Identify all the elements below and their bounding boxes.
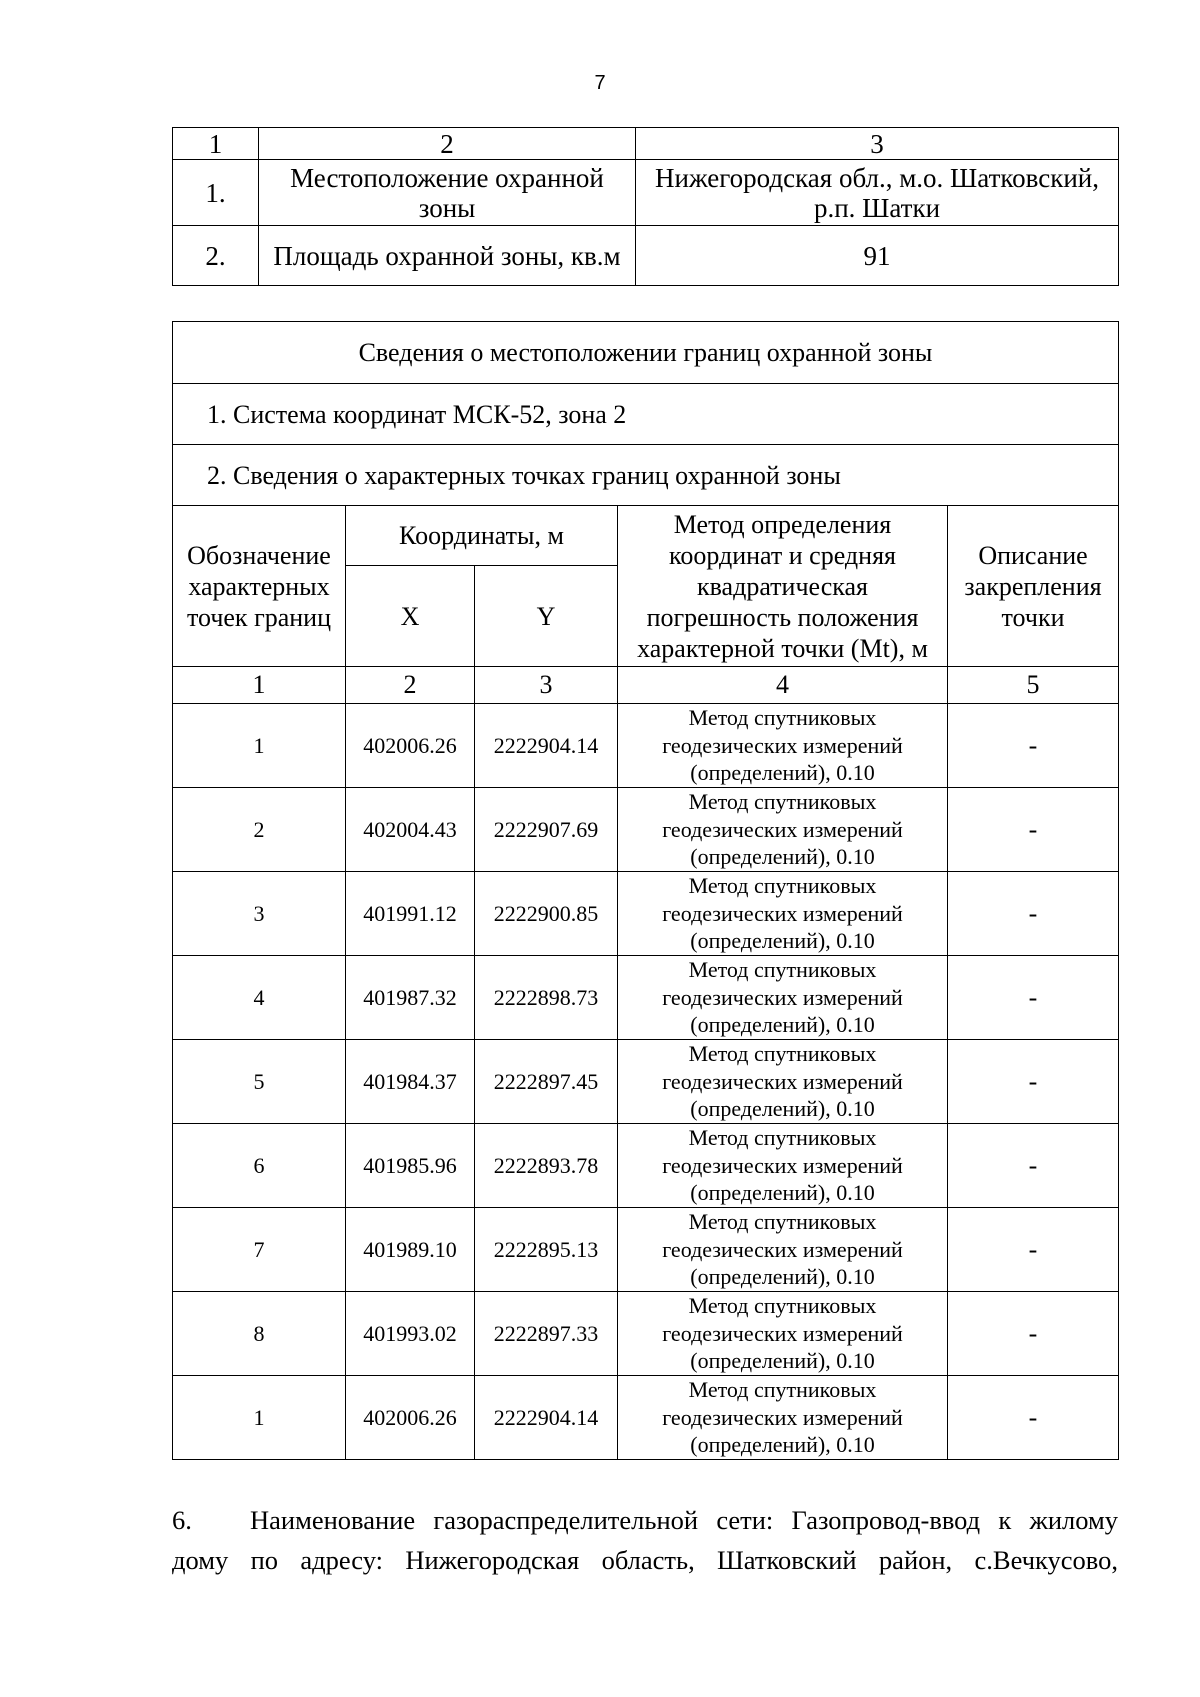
y-cell: 2222897.45	[475, 1040, 618, 1124]
point-cell: 8	[173, 1292, 346, 1376]
column-numbers-row	[173, 667, 1119, 704]
x-cell: 402006.26	[346, 704, 475, 788]
page-number: 7	[594, 72, 606, 94]
x-cell: 401984.37	[346, 1040, 475, 1124]
table-row	[173, 956, 1119, 1040]
row-label: Площадь охранной зоны, кв.м	[259, 226, 636, 286]
table-row	[173, 1124, 1119, 1208]
table-row	[173, 1208, 1119, 1292]
y-cell: 2222904.14	[475, 1376, 618, 1460]
table-row	[173, 160, 1119, 226]
column-number: 2	[346, 667, 475, 704]
fixing-cell: -	[948, 1292, 1119, 1376]
y-cell: 2222895.13	[475, 1208, 618, 1292]
point-cell: 1	[173, 704, 346, 788]
x-cell: 401989.10	[346, 1208, 475, 1292]
column-number: 3	[475, 667, 618, 704]
coordinate-system: 1. Система координат МСК-52, зона 2	[173, 384, 1119, 445]
fixing-header: Описание закрепления точки	[948, 506, 1119, 667]
column-number: 1	[173, 128, 259, 160]
y-cell: 2222893.78	[475, 1124, 618, 1208]
zone-summary-table	[172, 127, 1119, 286]
method-cell: Метод спутниковых геодезических измерений (определений), 0.10	[618, 1292, 948, 1376]
paragraph-line: Наименование газораспределительной сети: Газопровод-ввод к жилому	[250, 1505, 1118, 1535]
table-row	[173, 1292, 1119, 1376]
x-cell: 402006.26	[346, 1376, 475, 1460]
method-cell: Метод спутниковых геодезических измерений (определений), 0.10	[618, 788, 948, 872]
y-header: Y	[475, 566, 618, 667]
y-cell: 2222907.69	[475, 788, 618, 872]
row-number: 2.	[173, 226, 259, 286]
y-cell: 2222904.14	[475, 704, 618, 788]
y-cell: 2222900.85	[475, 872, 618, 956]
method-cell: Метод спутниковых геодезических измерений (определений), 0.10	[618, 1040, 948, 1124]
table-row	[173, 704, 1119, 788]
point-cell: 4	[173, 956, 346, 1040]
row-label: Местоположение охранной зоны	[259, 160, 636, 226]
fixing-cell: -	[948, 956, 1119, 1040]
row-value: 91	[636, 226, 1119, 286]
table-title: Сведения о местоположении границ охранной зоны	[173, 322, 1119, 384]
point-cell: 7	[173, 1208, 346, 1292]
method-cell: Метод спутниковых геодезических измерений (определений), 0.10	[618, 704, 948, 788]
column-number: 4	[618, 667, 948, 704]
section-number: 6.	[172, 1505, 192, 1535]
point-cell: 6	[173, 1124, 346, 1208]
coordinates-header: Координаты, м	[346, 506, 618, 566]
column-number: 2	[259, 128, 636, 160]
table-row	[173, 788, 1119, 872]
method-cell: Метод спутниковых геодезических измерений (определений), 0.10	[618, 872, 948, 956]
x-cell: 401985.96	[346, 1124, 475, 1208]
fixing-cell: -	[948, 704, 1119, 788]
x-cell: 401991.12	[346, 872, 475, 956]
designation-header: Обозначение характерных точек границ	[173, 506, 346, 667]
point-cell: 3	[173, 872, 346, 956]
method-header: Метод определения координат и средняя квадратическая погрешность положения характерной точки (Mt), м	[618, 506, 948, 667]
table-row	[173, 872, 1119, 956]
x-cell: 401993.02	[346, 1292, 475, 1376]
table-row	[173, 226, 1119, 286]
fixing-cell: -	[948, 1376, 1119, 1460]
paragraph-line: дому по адресу: Нижегородская область, Шатковский район, с.Вечкусово,	[172, 1545, 1118, 1575]
table-row	[173, 1040, 1119, 1124]
points-heading: 2. Сведения о характерных точках границ охранной зоны	[173, 445, 1119, 506]
column-number: 5	[948, 667, 1119, 704]
fixing-cell: -	[948, 1124, 1119, 1208]
x-header: X	[346, 566, 475, 667]
point-cell: 1	[173, 1376, 346, 1460]
method-cell: Метод спутниковых геодезических измерений (определений), 0.10	[618, 1124, 948, 1208]
x-cell: 402004.43	[346, 788, 475, 872]
table-row	[173, 1376, 1119, 1460]
fixing-cell: -	[948, 872, 1119, 956]
x-cell: 401987.32	[346, 956, 475, 1040]
y-cell: 2222897.33	[475, 1292, 618, 1376]
boundary-points-table	[172, 321, 1119, 1460]
point-cell: 5	[173, 1040, 346, 1124]
column-number: 3	[636, 128, 1119, 160]
fixing-cell: -	[948, 788, 1119, 872]
method-cell: Метод спутниковых геодезических измерений (определений), 0.10	[618, 956, 948, 1040]
y-cell: 2222898.73	[475, 956, 618, 1040]
row-number: 1.	[173, 160, 259, 226]
fixing-cell: -	[948, 1208, 1119, 1292]
table-header-row	[173, 128, 1119, 160]
row-value: Нижегородская обл., м.о. Шатковский, р.п. Шатки	[636, 160, 1119, 226]
column-number: 1	[173, 667, 346, 704]
section-paragraph	[172, 1500, 1118, 1580]
method-cell: Метод спутниковых геодезических измерений (определений), 0.10	[618, 1208, 948, 1292]
method-cell: Метод спутниковых геодезических измерений (определений), 0.10	[618, 1376, 948, 1460]
point-cell: 2	[173, 788, 346, 872]
fixing-cell: -	[948, 1040, 1119, 1124]
